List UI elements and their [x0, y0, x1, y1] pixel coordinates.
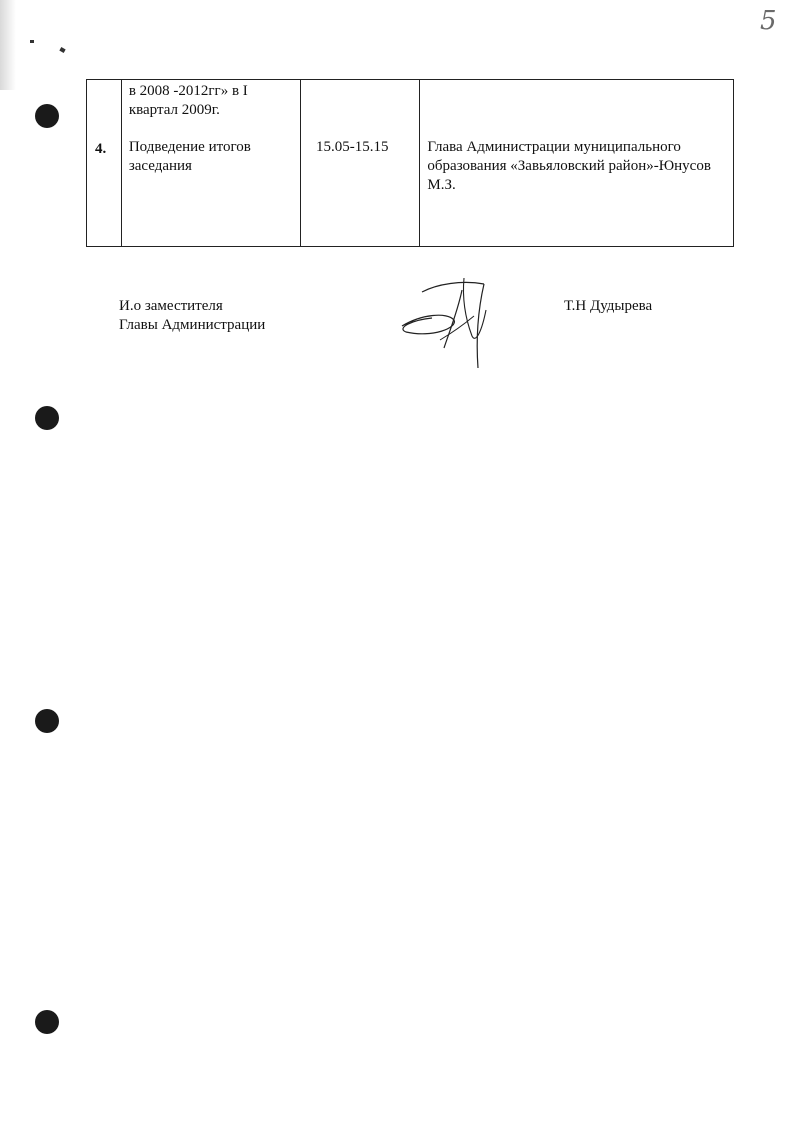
- topic-text: Подведение итогов заседания: [128, 139, 251, 174]
- time-cell: [300, 80, 419, 247]
- handwritten-signature: [392, 270, 512, 370]
- responsible-text: Глава Администрации муниципального образования «Завьяловский район»-Юнусов М.З.: [427, 139, 711, 193]
- scan-speck: [30, 40, 34, 43]
- position-line: Главы Администрации: [119, 317, 266, 333]
- punch-hole: [35, 709, 59, 733]
- row-number: 4.: [95, 141, 107, 157]
- punch-hole: [35, 104, 59, 128]
- responsible-cell: [420, 80, 734, 247]
- topic-cell: [121, 80, 300, 247]
- punch-hole: [35, 406, 59, 430]
- topic-continuation: [129, 82, 297, 120]
- scan-speck: [59, 47, 65, 53]
- row-number-cell: [87, 80, 122, 247]
- position-line: И.о заместителя: [119, 298, 223, 314]
- punch-hole: [35, 1010, 59, 1034]
- topic-continuation-line: в 2008 -2012гг» в I: [128, 83, 248, 99]
- time-text: 15.05-15.15: [315, 139, 389, 155]
- page-number: 5: [760, 6, 777, 36]
- signatory-name: Т.Н Дудырева: [564, 298, 653, 314]
- table-row: [87, 80, 734, 247]
- topic-continuation-line: квартал 2009г.: [128, 102, 220, 118]
- agenda-table: [86, 79, 734, 247]
- signatory-position: [119, 297, 265, 335]
- scan-edge-shadow: [0, 0, 16, 90]
